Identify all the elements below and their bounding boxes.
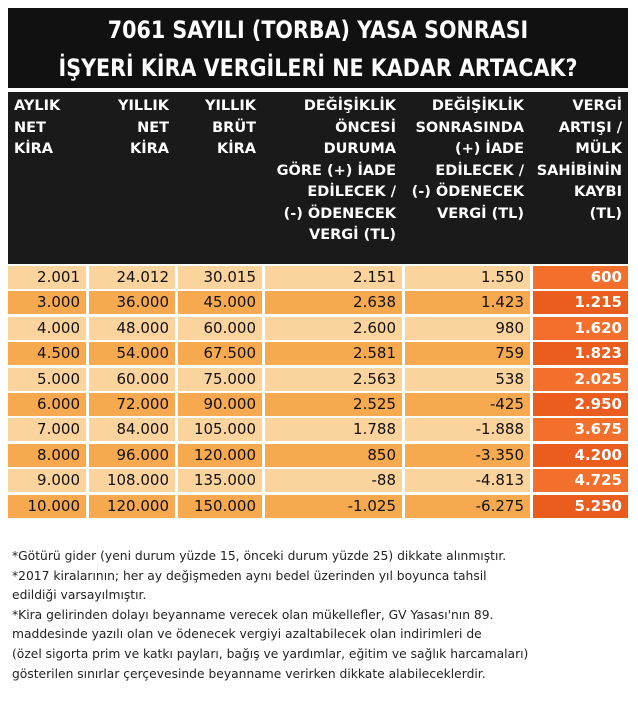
- table-cell: 980: [405, 317, 530, 340]
- title-line-2: İŞYERİ KİRA VERGİLERİ NE KADAR ARTACAK?: [58, 54, 578, 82]
- table-cell: 60.000: [178, 317, 262, 340]
- table-cell: 135.000: [178, 469, 262, 492]
- table-cell: 3.675: [533, 418, 628, 441]
- table-cell: 67.500: [178, 342, 262, 365]
- table-cell: 2.600: [265, 317, 402, 340]
- table-cell: 3.000: [8, 291, 86, 314]
- footnotes: [12, 547, 624, 684]
- header-yearly-gross-rent: YILLIK BRÜT KİRA: [204, 98, 256, 157]
- table-row: [8, 393, 628, 416]
- table-cell: 1.620: [533, 317, 628, 340]
- table-cell: 105.000: [178, 418, 262, 441]
- table-row: [8, 368, 628, 391]
- table-cell: 5.000: [8, 368, 86, 391]
- table-row: [8, 469, 628, 492]
- footnote-3: *Kira gelirinden dolayı beyanname verecek olan mükellefler, GV Yasası'nın 89. maddesinde yazılı olan ve ödenecek vergiyi azaltabilecek olan indirimleri de (özel sigorta prim ve katkı payları, bağış ve yardımlar, eğitim ve sağlık harcamaları) gösterilen sınırlar çerçevesinde beyanname verirken dikkate alabileceklerdir.: [12, 607, 529, 681]
- table-cell: 2.638: [265, 291, 402, 314]
- table-row: [8, 342, 628, 365]
- table-cell: 8.000: [8, 444, 86, 467]
- table-cell: 75.000: [178, 368, 262, 391]
- header-monthly-net-rent: AYLIK NET KİRA: [14, 98, 61, 157]
- header-yearly-net-rent: YILLIK NET KİRA: [117, 98, 169, 157]
- table-row: [8, 495, 628, 518]
- table-cell: 2.563: [265, 368, 402, 391]
- table-cell: 1.215: [533, 291, 628, 314]
- table-cell: 30.015: [178, 266, 262, 289]
- table-cell: 9.000: [8, 469, 86, 492]
- table-row: [8, 291, 628, 314]
- table-cell: 36.000: [89, 291, 175, 314]
- table-cell: 120.000: [89, 495, 175, 518]
- table-cell: 2.525: [265, 393, 402, 416]
- table-cell: -88: [265, 469, 402, 492]
- table-header: [8, 92, 628, 264]
- table-cell: 54.000: [89, 342, 175, 365]
- table-cell: 2.151: [265, 266, 402, 289]
- table-cell: -1.888: [405, 418, 530, 441]
- table-cell: 10.000: [8, 495, 86, 518]
- table-body: [8, 266, 628, 520]
- title-banner: [8, 8, 628, 88]
- table-row: [8, 418, 628, 441]
- table-row: [8, 444, 628, 467]
- footnote-2: *2017 kiralarının; her ay değişmeden aynı bedel üzerinden yıl boyunca tahsil edildiği varsayılmıştır.: [12, 568, 487, 603]
- table-cell: 84.000: [89, 418, 175, 441]
- table-cell: -1.025: [265, 495, 402, 518]
- header-before-change-tax: DEĞİŞİKLİK ÖNCESİ DURUMA GÖRE (+) İADE EDİLECEK / (-) ÖDENECEK VERGİ (TL): [276, 98, 396, 243]
- table-row: [8, 266, 628, 289]
- table-cell: 7.000: [8, 418, 86, 441]
- table-cell: 108.000: [89, 469, 175, 492]
- table-cell: 90.000: [178, 393, 262, 416]
- table-cell: 600: [533, 266, 628, 289]
- table-cell: 1.823: [533, 342, 628, 365]
- table-cell: -425: [405, 393, 530, 416]
- table-cell: 72.000: [89, 393, 175, 416]
- table-cell: 4.725: [533, 469, 628, 492]
- table-cell: 538: [405, 368, 530, 391]
- table-cell: 6.000: [8, 393, 86, 416]
- table-cell: 96.000: [89, 444, 175, 467]
- table-cell: 2.950: [533, 393, 628, 416]
- table-cell: 2.025: [533, 368, 628, 391]
- table-cell: 4.500: [8, 342, 86, 365]
- table-cell: 2.001: [8, 266, 86, 289]
- table-cell: 48.000: [89, 317, 175, 340]
- footnote-1: *Götürü gider (yeni durum yüzde 15, önceki durum yüzde 25) dikkate alınmıştır.: [12, 549, 507, 563]
- table-cell: -3.350: [405, 444, 530, 467]
- table-row: [8, 317, 628, 340]
- table-cell: 150.000: [178, 495, 262, 518]
- table-cell: 45.000: [178, 291, 262, 314]
- table-cell: 1.423: [405, 291, 530, 314]
- table-cell: 4.200: [533, 444, 628, 467]
- table-cell: 5.250: [533, 495, 628, 518]
- table-cell: 1.550: [405, 266, 530, 289]
- header-tax-increase: VERGİ ARTIŞI / MÜLK SAHİBİNİN KAYBI (TL): [536, 98, 622, 222]
- table-cell: 850: [265, 444, 402, 467]
- table-cell: 60.000: [89, 368, 175, 391]
- table-cell: 4.000: [8, 317, 86, 340]
- title-line-1: 7061 SAYILI (TORBA) YASA SONRASI: [107, 16, 529, 44]
- table-cell: -6.275: [405, 495, 530, 518]
- table-cell: 120.000: [178, 444, 262, 467]
- header-after-change-tax: DEĞİŞİKLİK SONRASINDA (+) İADE EDİLECEK / (-) ÖDENECEK VERGİ (TL): [411, 98, 524, 222]
- table-cell: 1.788: [265, 418, 402, 441]
- table-cell: 759: [405, 342, 530, 365]
- table-cell: -4.813: [405, 469, 530, 492]
- table-cell: 2.581: [265, 342, 402, 365]
- table-cell: 24.012: [89, 266, 175, 289]
